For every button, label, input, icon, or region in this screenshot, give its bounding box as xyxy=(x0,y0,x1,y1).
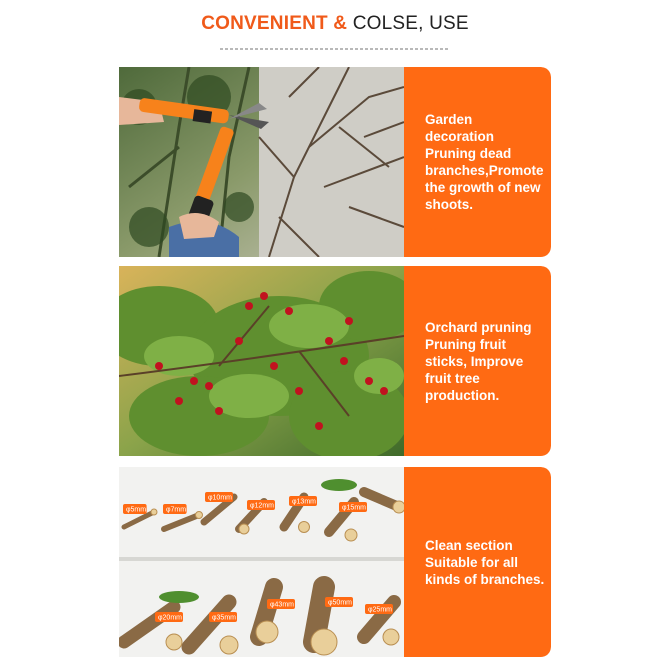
svg-text:φ7mm: φ7mm xyxy=(166,506,187,514)
title-ampersand: & xyxy=(333,13,348,34)
decorative-divider xyxy=(220,46,450,52)
branch-size-label xyxy=(365,604,393,614)
feature-text: Orchard pruning Pruning fruit sticks, Improve fruit tree production. xyxy=(425,319,532,403)
feature-panel-orchard xyxy=(119,266,551,456)
branch-sections-photo xyxy=(119,467,404,657)
branch-size-label xyxy=(123,504,147,514)
title-bold: CONVENIENT xyxy=(201,13,328,34)
svg-text:φ15mm: φ15mm xyxy=(342,504,366,512)
page-title xyxy=(0,10,670,38)
svg-text:φ13mm: φ13mm xyxy=(292,498,316,506)
feature-panel-clean-section xyxy=(119,467,551,657)
svg-text:φ25mm: φ25mm xyxy=(368,606,392,614)
title-rest: COLSE, USE xyxy=(352,13,469,34)
svg-text:φ50mm: φ50mm xyxy=(328,599,352,607)
branch-size-label xyxy=(209,612,237,622)
branch-size-label xyxy=(267,599,295,609)
branch-size-label xyxy=(325,597,353,607)
feature-text-box xyxy=(404,467,551,657)
branch-size-label xyxy=(155,612,183,622)
pruning-photo xyxy=(119,67,404,257)
svg-text:φ5mm: φ5mm xyxy=(126,506,147,514)
svg-text:φ12mm: φ12mm xyxy=(250,502,274,510)
svg-text:φ20mm: φ20mm xyxy=(158,614,182,622)
feature-text-box xyxy=(404,266,551,456)
branch-size-label xyxy=(247,500,275,510)
branch-size-label xyxy=(163,504,187,514)
branch-size-label xyxy=(289,496,317,506)
feature-text: Clean section Suitable for all kinds of branches. xyxy=(425,537,545,587)
header xyxy=(0,10,670,60)
feature-text: Garden decoration Pruning dead branches,Promote the growth of new shoots. xyxy=(425,112,544,212)
orchard-photo xyxy=(119,266,404,456)
branch-size-label xyxy=(339,502,367,512)
svg-text:φ35mm: φ35mm xyxy=(212,614,236,622)
feature-panel-garden xyxy=(119,67,551,257)
feature-text-box xyxy=(404,67,551,257)
branch-size-label xyxy=(205,492,233,502)
svg-text:φ10mm: φ10mm xyxy=(208,494,232,502)
svg-text:φ43mm: φ43mm xyxy=(270,601,294,609)
